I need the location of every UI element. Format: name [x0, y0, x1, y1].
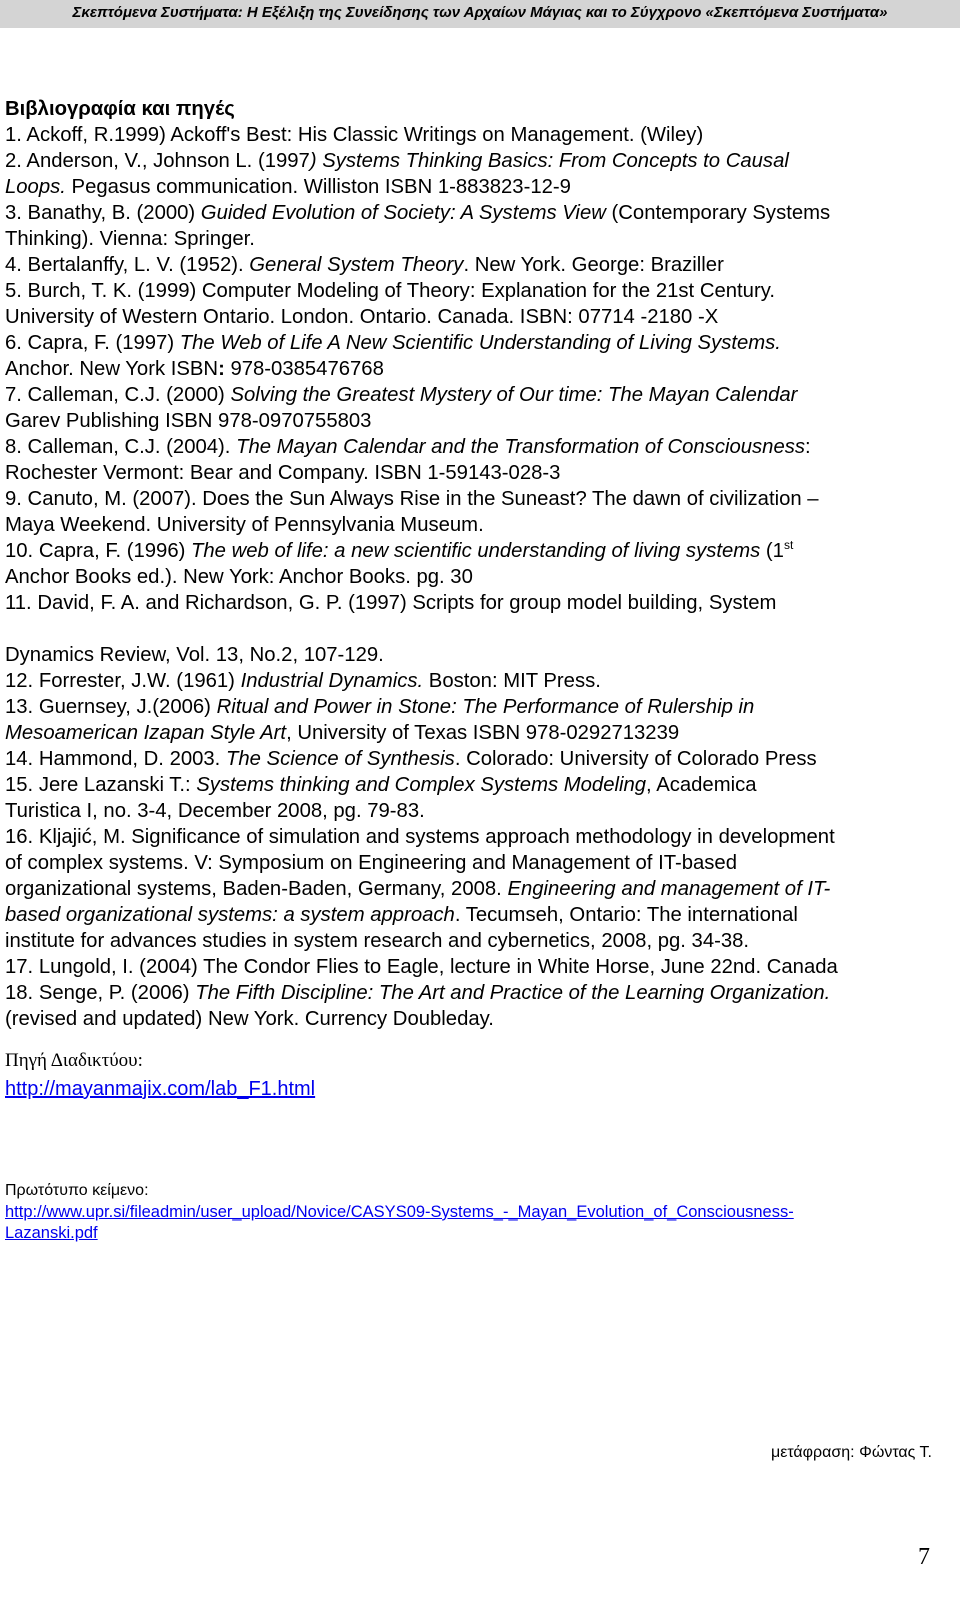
ref-text: (1 [760, 540, 784, 562]
ref-text: Anchor Books ed.). New York: Anchor Books. pg. 30 [5, 566, 473, 588]
reference-11 [5, 590, 955, 616]
ref-text: 1. Ackoff, R.1999) Ackoff's Best: His Classic Writings on Management. (Wiley) [5, 124, 704, 146]
ref-text: . Tecumseh, Ontario: The international [454, 904, 798, 926]
ref-text: 2. Anderson, V., Johnson L. (1997 [5, 150, 310, 172]
page-number: 7 [918, 1544, 930, 1570]
reference-3 [5, 200, 955, 252]
ref-text: 17. Lungold, I. (2004) The Condor Flies to Eagle, lecture in White Horse, June 22nd. Canada [5, 956, 838, 978]
translator-credit: μετάφραση: Φώντας Τ. [770, 1444, 932, 1461]
ref-text: 3. Banathy, B. (2000) [5, 202, 201, 224]
ref-text: Thinking). Vienna: Springer. [5, 228, 255, 250]
ref-text: Boston: MIT Press. [423, 670, 601, 692]
ref-title: Loops. [5, 176, 66, 198]
ref-text: 7. Calleman, C.J. (2000) [5, 384, 231, 406]
ref-text: Garev Publishing ISBN 978-0970755803 [5, 410, 372, 432]
ref-text: 12. Forrester, J.W. (1961) [5, 670, 241, 692]
ref-text: of complex systems. V: Symposium on Engineering and Management of IT-based [5, 852, 737, 874]
ref-text: 11. David, F. A. and Richardson, G. P. (1997) Scripts for group model building, System [5, 592, 777, 614]
ref-title: Mesoamerican Izapan Style Art [5, 722, 287, 744]
reference-18 [5, 980, 955, 1032]
ref-text: 13. Guernsey, J.(2006) [5, 696, 217, 718]
ref-text: Pegasus communication. Williston ISBN 1-883823-12-9 [65, 176, 571, 198]
reference-1 [5, 122, 955, 148]
ref-text: 978-0385476768 [224, 358, 384, 380]
source-link[interactable]: http://mayanmajix.com/lab_F1.html [5, 1078, 316, 1100]
ref-text: 5. Burch, T. K. (1999) Computer Modeling of Theory: Explanation for the 21st Century. [5, 280, 775, 302]
reference-11-cont [5, 642, 955, 668]
original-link-line1: http://www.upr.si/fileadmin/user_upload/Novice/CASYS09-Systems_-_Mayan_Evolution_of_Consciousness- [5, 1203, 794, 1221]
reference-10 [5, 538, 955, 590]
ref-text: Rochester Vermont: Bear and Company. ISBN 1-59143-028-3 [5, 462, 561, 484]
ref-text: (revised and updated) New York. Currency Doubleday. [5, 1008, 494, 1030]
original-text-label: Πρωτότυπο κείμενο: [5, 1182, 149, 1199]
reference-5 [5, 278, 955, 330]
ref-text: . New York. George: Braziller [463, 254, 724, 276]
reference-9 [5, 486, 955, 538]
reference-6 [5, 330, 955, 382]
ref-text: institute for advances studies in system research and cybernetics, 2008, pg. 34-38. [5, 930, 750, 952]
ref-title: The web of life: a new scientific understanding of living systems [191, 540, 761, 562]
reference-12 [5, 668, 955, 694]
ref-text: 8. Calleman, C.J. (2004). [5, 436, 237, 458]
ref-text: : [805, 436, 811, 458]
bibliography [5, 96, 955, 1032]
reference-14 [5, 746, 955, 772]
reference-17 [5, 954, 955, 980]
ref-text: University of Western Ontario. London. Ontario. Canada. ISBN: 07714 -2180 -X [5, 306, 719, 328]
reference-15 [5, 772, 955, 824]
original-link-line2: Lazanski.pdf [5, 1224, 98, 1242]
ref-title: Industrial Dynamics. [240, 670, 424, 692]
ref-text: , Academica [646, 774, 757, 796]
ref-text: Maya Weekend. University of Pennsylvania Museum. [5, 514, 484, 536]
ref-text: 6. Capra, F. (1997) [5, 332, 180, 354]
ref-text: organizational systems, Baden-Baden, Germany, 2008. [5, 878, 508, 900]
ref-text: 14. Hammond, D. 2003. [5, 748, 226, 770]
ref-text: (Contemporary Systems [605, 202, 831, 224]
ref-text: Anchor. New York ISBN [5, 358, 219, 380]
reference-8 [5, 434, 955, 486]
reference-4 [5, 252, 955, 278]
ref-text: Turistica I, no. 3-4, December 2008, pg. 79-83. [5, 800, 425, 822]
ref-title: The Fifth Discipline: The Art and Practice of the Learning Organization. [195, 982, 831, 1004]
reference-16 [5, 824, 955, 954]
ref-text: . Colorado: University of Colorado Press [454, 748, 817, 770]
ref-colon: : [218, 358, 225, 380]
original-text-link[interactable] [5, 1202, 905, 1244]
ref-title: Systems thinking and Complex Systems Modeling [196, 774, 647, 796]
ref-text: , University of Texas ISBN 978-0292713239 [286, 722, 680, 744]
bibliography-heading: Βιβλιογραφία και πηγές [5, 98, 235, 120]
ref-title: Engineering and management of IT- [507, 878, 831, 900]
ref-title: The Science of Synthesis [225, 748, 455, 770]
ref-title: Ritual and Power in Stone: The Performance of Rulership in [216, 696, 755, 718]
source-label: Πηγή Διαδικτύου: [5, 1050, 143, 1071]
paragraph-gap [5, 616, 955, 642]
ref-text: 4. Bertalanffy, L. V. (1952). [5, 254, 250, 276]
reference-7 [5, 382, 955, 434]
reference-13 [5, 694, 955, 746]
ref-text: 10. Capra, F. (1996) [5, 540, 192, 562]
ref-text: 18. Senge, P. (2006) [5, 982, 196, 1004]
page-header [0, 0, 960, 28]
ref-title: The Mayan Calendar and the Transformation of Consciousness [236, 436, 806, 458]
ref-title: based organizational systems: a system approach [5, 904, 455, 926]
ref-title: The Web of Life A New Scientific Understanding of Living Systems. [179, 332, 781, 354]
reference-2 [5, 148, 955, 200]
ref-text: Dynamics Review, Vol. 13, No.2, 107-129. [5, 644, 384, 666]
ref-title: ) Systems Thinking Basics: From Concepts to Causal [309, 150, 789, 172]
ref-text: 9. Canuto, M. (2007). Does the Sun Always Rise in the Suneast? The dawn of civilization – [5, 488, 819, 510]
header-title: Σκεπτόμενα Συστήματα: Η Εξέλιξη της Συνείδησης των Αρχαίων Μάγιας και το Σύγχρονο «Σκεπτόμενα Συστήματα» [72, 4, 888, 21]
ref-text: 16. Kljajić, M. Significance of simulation and systems approach methodology in development [5, 826, 835, 848]
ref-superscript: st [783, 538, 794, 553]
ref-title: General System Theory [249, 254, 464, 276]
ref-title: Solving the Greatest Mystery of Our time: The Mayan Calendar [230, 384, 798, 406]
ref-title: Guided Evolution of Society: A Systems View [200, 202, 606, 224]
ref-text: 15. Jere Lazanski T.: [5, 774, 197, 796]
